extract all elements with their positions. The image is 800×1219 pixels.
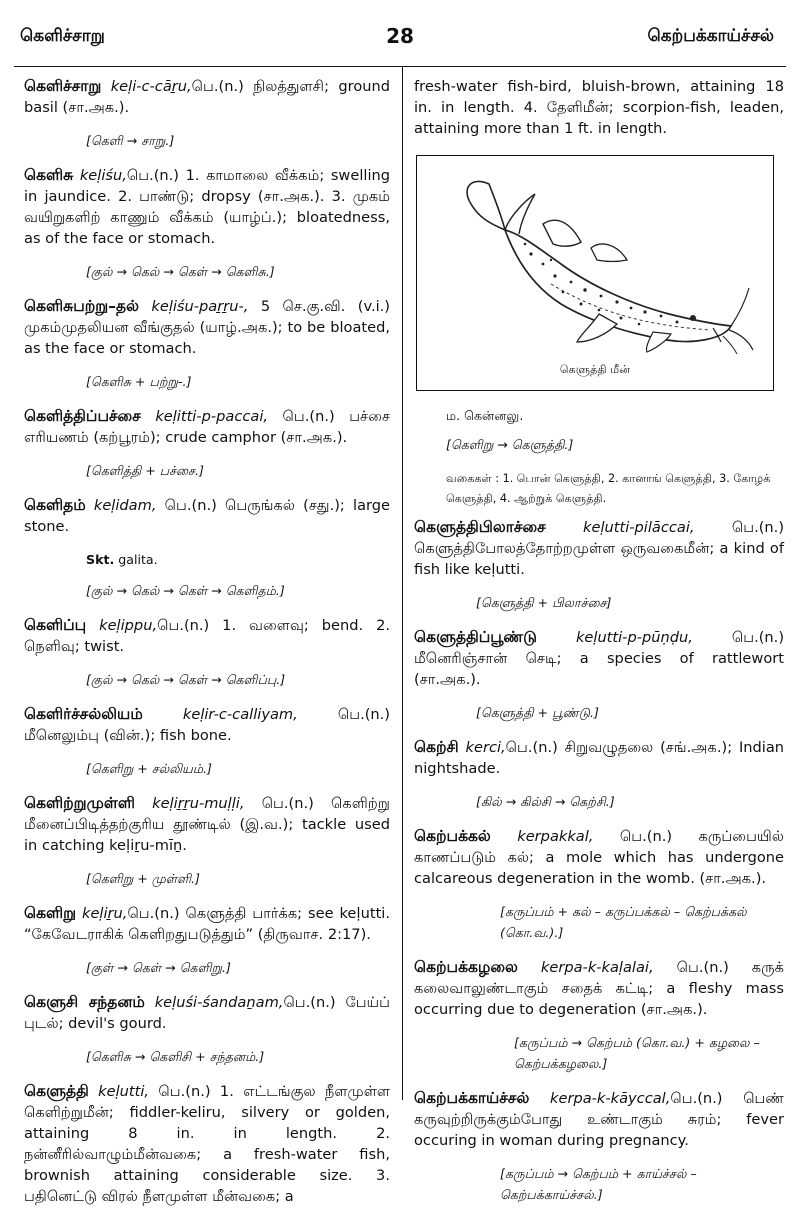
transliteration: keḷiṟṟu-muḷḷi,: [152, 795, 245, 812]
dictionary-entry: [24, 615, 390, 657]
transliteration: keḷidam,: [93, 497, 157, 514]
headword: கெளுத்தி: [24, 1082, 89, 1100]
part-of-speech: பெ.(n.): [261, 795, 314, 812]
transliteration: keḷiṟu,: [82, 905, 128, 922]
dictionary-entry: [24, 704, 390, 746]
part-of-speech: பெ.(n.): [127, 905, 180, 922]
definition: முகம்முதலியன வீங்குதல் (யாழ்.அக.); to be bloated, as the face or stomach.: [24, 319, 390, 357]
dictionary-entry: [414, 737, 784, 779]
headword: கெளிச்சாறு: [24, 77, 102, 95]
transliteration: keḷi-c-cāṟu,: [110, 78, 192, 95]
definition: கருப்பையில் காணப்படும் கல்; a mole which has undergone calcareous degeneration in the womb. (சா.அக.).: [414, 828, 785, 887]
definition: கருக் கலைவாலுண்டாகும் சதைக் கட்டி; a fleshy mass occurring due to degeneration (சா.அக.).: [414, 959, 784, 1018]
part-of-speech: பெ.(n.): [164, 497, 217, 514]
page-header: [0, 0, 800, 66]
dictionary-entry: [24, 406, 390, 448]
headword: கெளுத்திபிலாச்சை: [414, 518, 546, 536]
definition: 1. எட்டங்குல நீளமுள்ள கெளிற்றுமீன்; fiddler-keliru, silvery or golden, attaining 8 in. in length. 2. நன்னீரில்வாழும்மீன்வகை; a fresh-water fish, brownish attaining considerable size. 3. பதினெட்டு விரல் நீளமுள்ள மீன்வகை; a: [24, 1083, 391, 1205]
headword: கெற்சி: [414, 738, 459, 756]
dictionary-entry: [414, 517, 784, 580]
entry-continuation: fresh-water fish-bird, bluish-brown, attaining 18 in. in length. 4. தேளிமீன்; scorpion-fish, leaden, attaining more than 1 ft. in length.: [414, 78, 784, 137]
transliteration: kerpa-k-kāyccal,: [550, 1090, 671, 1107]
part-of-speech: பெ.(n.): [191, 78, 244, 95]
etymology: [கெளித்தி + பச்சை.]: [86, 463, 204, 478]
definition: கெளுத்திபோலத்தோற்றமுள்ள ஒருவகைமீன்; a kind of fish like keḷutti.: [414, 540, 784, 578]
dictionary-entry: [414, 627, 784, 690]
part-of-speech: பெ.(n.): [731, 519, 785, 536]
dictionary-entry: [414, 826, 784, 889]
part-of-speech: பெ.(n.): [157, 617, 210, 634]
definition: சிறுவழுதலை (சங்.அக.); Indian nightshade.: [414, 739, 785, 777]
definition: பேய்ப் புடல்; devil's gourd.: [24, 994, 391, 1032]
transliteration: keḷutti,: [98, 1083, 150, 1100]
transliteration: keḷiśu,: [79, 167, 127, 184]
definition: பச்சை எரியணம் (கற்பூரம்); crude camphor (சா.அக.).: [24, 408, 391, 446]
definition: 1. காமாலை வீக்கம்; swelling in jaundice. 2. பாண்டு; dropsy (சா.அக.). 3. முகம் வயிறுகளிற் காணும் வீக்கம் (யாழ்ப்.); bloatedness, as of the face or stomach.: [24, 167, 391, 247]
part-of-speech: பெ.(n.): [282, 408, 335, 425]
part-of-speech: பெ.(n.): [337, 706, 390, 723]
header-rule: [14, 66, 786, 67]
part-of-speech: பெ.(n.): [283, 994, 336, 1011]
headword: கெளிறு: [24, 904, 77, 922]
transliteration: keḷutti-pilāccai,: [583, 519, 695, 536]
headword: கெளிற்றுமுள்ளி: [24, 794, 135, 812]
skt-word: galita.: [118, 552, 158, 567]
etymology: [குல் → கெல் → கெள் → கெளிப்பு.]: [86, 672, 286, 687]
dictionary-entry: [24, 296, 390, 359]
headword: கெளுத்திப்பூண்டு: [414, 628, 537, 646]
figure-caption: கெளுத்தி மீன்: [559, 363, 631, 376]
transliteration: kerci,: [465, 739, 506, 756]
etymology: [கெளி → சாறு.]: [86, 133, 175, 148]
part-of-speech: 5 செ.கு.வி. (v.i.): [260, 298, 390, 315]
part-of-speech: பெ.(n.): [505, 739, 558, 756]
definition: கெளுத்தி பார்க்க; see keḷutti. “கேவேடராகிக் கெளிறதுபடுத்தும்” (திருவாச. 2:17).: [24, 905, 390, 943]
definition: மீனெலும்பு (வின்.); fish bone.: [24, 727, 232, 744]
running-head-left: கெளிச்சாறு: [20, 26, 105, 46]
definition: கெளிற்று மீனைப்பிடித்தற்குரிய தூண்டில் (இ.வ.); tackle used in catching keḷiṟu-mīṉ.: [24, 795, 390, 854]
dictionary-entry: [24, 992, 390, 1034]
etymology: [கருப்பம் + கல் – கருப்பக்கல் – கெற்பக்கல் (கொ.வ.).]: [500, 904, 747, 940]
headword: கெளிப்பு: [24, 616, 87, 634]
column-divider: [402, 66, 403, 1100]
definition: நிலத்துளசி; ground basil (சா.அக.).: [24, 78, 391, 116]
dictionary-entry: [414, 1088, 784, 1151]
etymology: [கெளிசு + பற்று-.]: [86, 374, 192, 389]
transliteration: kerpakkal,: [517, 828, 594, 845]
definition: பெண் கருவுற்றிருக்கும்போது உண்டாகும் சுரம்; fever occuring in woman during pregnancy.: [414, 1090, 784, 1149]
etymology: [குள் → கெள் → கெளிறு.]: [86, 960, 231, 975]
etymology: [குல் → கெல் → கெள் → கெளிசு.]: [86, 264, 275, 279]
dictionary-entry: [414, 957, 784, 1020]
definition: மீனெரிஞ்சான் செடி; a species of rattlewort (சா.அக.).: [414, 650, 784, 688]
etymology: [கெளிசு → கெளிசி + சந்தனம்.]: [86, 1049, 265, 1064]
part-of-speech: பெ.(n.): [676, 959, 729, 976]
malayalam-cognate: ம. கென்னலு.: [446, 408, 524, 423]
part-of-speech: பெ.(n.): [619, 828, 673, 845]
page-number: 28: [386, 24, 414, 48]
etymology: [கெளிறு + சல்லியம்.]: [86, 761, 212, 776]
transliteration: keḷuśi-śandaṉam,: [154, 994, 284, 1011]
etymology: [கருப்பம் → கெற்பம் + காய்ச்சல் – கெற்பக்காய்ச்சல்.]: [500, 1166, 697, 1202]
running-head-right: கெற்பக்காய்ச்சல்: [647, 26, 774, 46]
dictionary-entry: [24, 165, 390, 249]
etymology: [கெளுத்தி + பூண்டு.]: [476, 705, 599, 720]
etymology: [கெளுத்தி + பிலாச்சை]: [476, 595, 612, 610]
headword: கெளிர்ச்சல்லியம்: [24, 705, 143, 723]
headword: கெற்பக்கல்: [414, 827, 491, 845]
part-of-speech: பெ.(n.): [731, 629, 785, 646]
definition: பெருங்கல் (சது.); large stone.: [24, 497, 391, 535]
etymology: [கெளிறு → கெளுத்தி.]: [446, 437, 574, 452]
dictionary-entry: [24, 793, 390, 856]
dictionary-entry: [24, 495, 390, 537]
transliteration: kerpa-k-kaḷalai,: [540, 959, 654, 976]
headword: கெளிசு: [24, 166, 74, 184]
right-column: [414, 76, 784, 1219]
part-of-speech: பெ.(n.): [126, 167, 179, 184]
headword: கெளித்திப்பச்சை: [24, 407, 141, 425]
headword: கெளிதம்: [24, 496, 86, 514]
headword: கெளிசுபற்று–தல்: [24, 297, 139, 315]
etymology: [கருப்பம் → கெற்பம் (கொ.வ.) + கழலை – கெற்பக்கழலை.]: [514, 1035, 760, 1071]
skt-label: Skt.: [86, 552, 115, 567]
transliteration: keḷiśu-paṟṟu-,: [151, 298, 249, 315]
headword: கெற்பக்காய்ச்சல்: [414, 1089, 530, 1107]
etymology: [கெளிறு + முள்ளி.]: [86, 871, 200, 886]
definition: 1. வளைவு; bend. 2. நெளிவு; twist.: [24, 617, 391, 655]
left-column: [24, 76, 390, 1219]
transliteration: keḷitti-p-paccai,: [155, 408, 269, 425]
fish-illustration: [416, 155, 774, 391]
sanskrit-cognate: [86, 549, 390, 570]
etymology: [கில் → கில்சி → கெற்சி.]: [476, 794, 615, 809]
varieties-list: வகைகள் : 1. பொன் கெளுத்தி, 2. கானாங் கெளுத்தி, 3. கோழக் கெளுத்தி, 4. ஆற்றுக் கெளுத்தி.: [446, 472, 771, 505]
headword: கெற்பக்கழலை: [414, 958, 518, 976]
part-of-speech: பெ.(n.): [670, 1090, 723, 1107]
etymology: [குல் → கெல் → கெள் → கெளிதம்.]: [86, 583, 285, 598]
part-of-speech: பெ.(n.): [158, 1083, 211, 1100]
transliteration: keḷir-c-calliyam,: [182, 706, 298, 723]
dictionary-entry: [24, 903, 390, 945]
dictionary-entry: [24, 76, 390, 118]
catfish-drawing-icon: [431, 164, 757, 354]
transliteration: keḷippu,: [99, 617, 158, 634]
headword: கெளுசி சந்தனம்: [24, 993, 145, 1011]
transliteration: keḷutti-p-pūṇḍu,: [575, 629, 693, 646]
